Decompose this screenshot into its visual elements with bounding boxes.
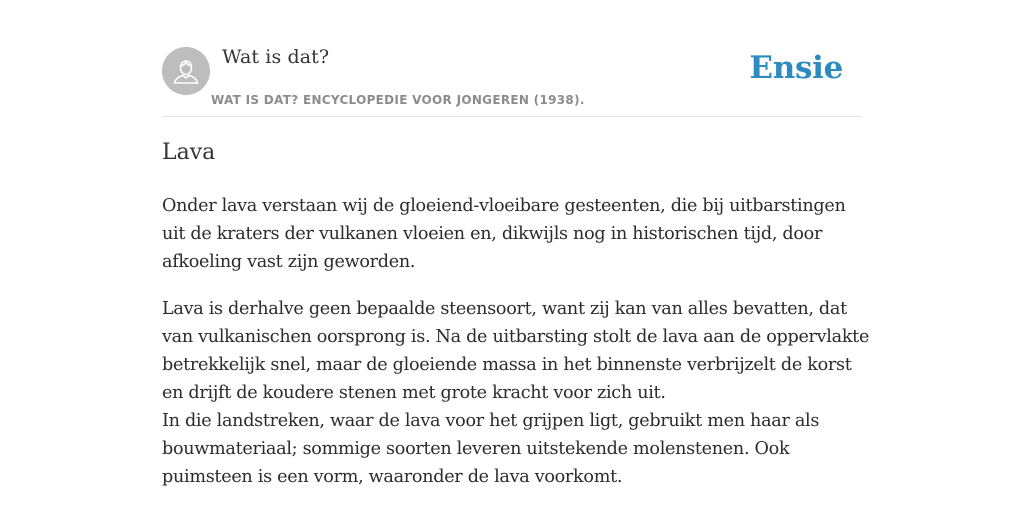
paragraph-line: puimsteen is een vorm, waaronder de lava voorkomt. — [162, 467, 623, 487]
paragraph-line: afkoeling vast zijn geworden. — [162, 252, 416, 272]
paragraph-line: bouwmateriaal; sommige soorten leveren uitstekende molenstenen. Ook — [162, 439, 790, 459]
article-body — [162, 192, 870, 510]
source-header — [162, 0, 862, 117]
source-title[interactable]: Wat is dat? — [222, 46, 330, 68]
paragraph-line: In die landstreken, waar de lava voor het grijpen ligt, gebruikt men haar als — [162, 411, 820, 431]
paragraph-line: Lava is derhalve geen bepaalde steensoort, want zij kan van alles bevatten, dat — [162, 299, 847, 319]
page-container — [162, 0, 870, 487]
avatar[interactable] — [162, 47, 210, 95]
paragraph-line: uit de kraters der vulkanen vloeien en, dikwijls nog in historischen tijd, door — [162, 224, 823, 244]
paragraph-line: betrekkelijk snel, maar de gloeiende massa in het binnenste verbrijzelt de korst — [162, 355, 852, 375]
article-paragraph — [162, 295, 870, 491]
user-icon — [162, 47, 210, 95]
brand-logo[interactable]: Ensie — [749, 50, 843, 86]
article-title: Lava — [162, 140, 216, 165]
paragraph-line: Onder lava verstaan wij de gloeiend-vloeibare gesteenten, die bij uitbarstingen — [162, 196, 846, 216]
article-paragraph — [162, 192, 862, 276]
source-subtitle: WAT IS DAT? ENCYCLOPEDIE VOOR JONGEREN (1938). — [211, 93, 585, 107]
paragraph-line: en drijft de koudere stenen met grote kracht voor zich uit. — [162, 383, 666, 403]
paragraph-line: van vulkanischen oorsprong is. Na de uitbarsting stolt de lava aan de oppervlakte — [162, 327, 870, 347]
